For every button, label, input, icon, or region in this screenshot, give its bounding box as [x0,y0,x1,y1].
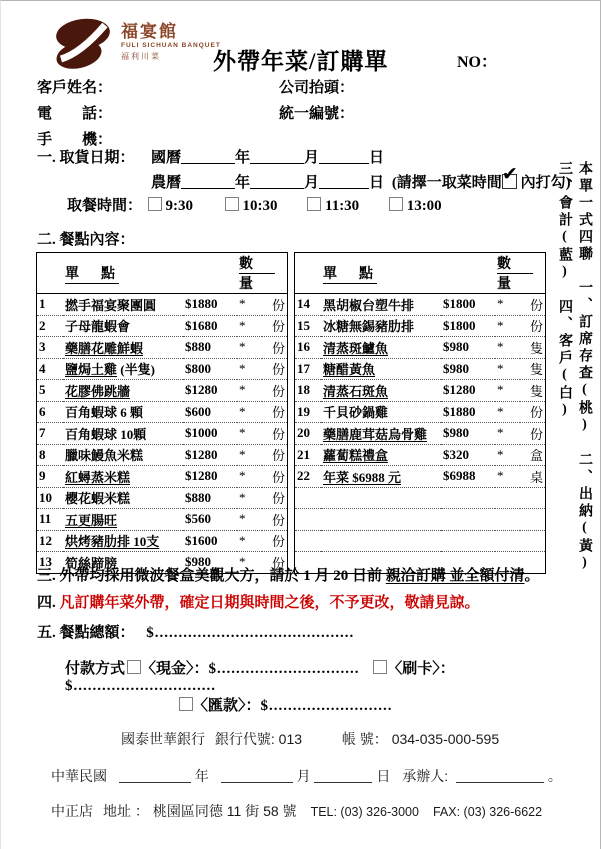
mobile-field[interactable] [116,131,236,145]
menu-item-qty-unit[interactable]: 桌 [520,466,545,488]
empty-cell [495,530,520,552]
menu-row [37,315,288,337]
cash-checkbox[interactable] [127,660,141,674]
menu-item-star: * [495,466,520,488]
lunar-date-row [151,163,571,192]
empty-cell [441,530,495,552]
pickup-note-prefix: (請擇一取菜時間 [391,175,502,191]
menu-item-qty-unit[interactable]: 份 [262,358,287,380]
bank-code: 銀行代號: 013 [214,731,303,747]
menu-item-qty-unit[interactable]: 隻 [520,380,545,402]
empty-cell [520,487,545,509]
empty-cell [441,509,495,531]
menu-item-number: 1 [37,294,64,316]
menu-item-star: * [495,315,520,337]
time-1300-checkbox[interactable] [389,197,403,211]
menu-item-name: 藥膳鹿茸菇烏骨雞 [321,423,441,445]
gregorian-label: 國曆 [151,150,182,166]
menu-item-name: 百角蝦球 10顆 [63,423,183,445]
menu-item-star: * [237,380,262,402]
check-icon: ✔ [501,163,518,185]
phone-field[interactable] [116,105,236,119]
logo-bean-icon [53,17,115,80]
menu-item-name: 紅蟳蒸米糕 [63,466,183,488]
menu-item-qty-unit[interactable]: 份 [262,337,287,359]
menu-header-item: 單 點 [323,267,377,282]
empty-cell [520,509,545,531]
roc-day-field[interactable] [314,768,372,783]
menu-item-name: 黑胡椒台塑牛排 [321,294,441,316]
menu-item-star: * [237,294,262,316]
menu-empty-row [295,487,546,509]
menu-item-price: $560 [183,509,237,531]
tax-id-field[interactable] [359,105,479,119]
customer-name-label: 客戶姓名： [37,80,113,96]
empty-cell [520,530,545,552]
menu-item-qty-unit[interactable]: 份 [520,294,545,316]
tax-id-label: 統一編號： [279,106,355,122]
cash-amount-field[interactable]: $.............................. [208,661,360,677]
menu-item-number: 18 [295,380,322,402]
menu-item-star: * [237,315,262,337]
menu-item-qty-unit[interactable]: 份 [262,466,287,488]
time-0930-checkbox[interactable] [148,197,162,211]
menu-item-number: 5 [37,380,64,402]
menu-item-star: * [237,358,262,380]
menu-table-right [294,252,546,574]
phone-label: 電 話： [37,106,113,122]
time-1300-label: 13:00 [406,198,442,214]
page-title: 外帶年菜/訂購單 [213,49,389,74]
menu-row [295,358,546,380]
time-1130-label: 11:30 [325,198,360,214]
menu-item-qty-unit[interactable]: 份 [262,294,287,316]
day-label: 日 [369,175,385,191]
menu-header-qty: 數 量 [239,257,275,292]
menu-item-name: 年菜 $6988 元 [321,466,441,488]
lunar-day-field[interactable] [319,174,369,189]
transfer-checkbox[interactable] [179,697,193,711]
company-title-field[interactable] [359,79,479,93]
menu-empty-row [295,530,546,552]
total-amount-field[interactable]: $.......................................... [146,625,355,641]
menu-item-number: 21 [295,444,322,466]
roc-month-field[interactable] [221,768,293,783]
order-no-field[interactable] [493,53,573,67]
menu-item-qty-unit[interactable]: 份 [262,444,287,466]
roc-date-row [51,766,562,786]
menu-item-star: * [495,401,520,423]
lunar-year-field[interactable] [181,174,235,189]
menu-item-qty-unit[interactable]: 隻 [520,358,545,380]
lunar-label: 農曆 [151,175,182,191]
time-1030-checkbox[interactable] [225,197,239,211]
menu-item-star: * [237,530,262,552]
menu-item-number: 11 [37,509,64,531]
year-label: 年 [235,150,251,166]
menu-item-qty-unit[interactable]: 份 [520,423,545,445]
roc-day-label: 日 [376,768,391,784]
menu-item-price: $1800 [441,294,495,316]
cash-label: 〈現金〉： [141,661,209,677]
pickup-section-label: 一. 取貨日期： [37,150,135,166]
month-label: 月 [304,150,320,166]
menu-item-price: $1880 [441,401,495,423]
menu-empty-row [295,509,546,531]
menu-header-qty: 數 量 [497,257,533,292]
gregorian-date-row [151,146,384,167]
fax-value: FAX: (03) 326-6622 [432,805,543,819]
menu-item-number: 6 [37,401,64,423]
note-four-prefix: 四. [37,595,60,611]
menu-item-name: 花膠佛跳牆 [63,380,183,402]
roc-month-label: 月 [296,768,311,784]
card-amount-field[interactable]: $.............................. [65,678,216,694]
menu-row [295,466,546,488]
gregorian-year-field[interactable] [181,149,235,164]
gregorian-day-field[interactable] [319,149,369,164]
menu-row [37,337,288,359]
example-checked-checkbox [501,163,518,189]
menu-item-name: 子母龍蝦會 [63,315,183,337]
menu-row [37,294,288,316]
menu-item-qty-unit[interactable]: 份 [262,380,287,402]
menu-item-star: * [237,509,262,531]
brand-name-en: FULI SICHUAN BANQUET [121,42,221,49]
brand-logo [53,17,221,80]
roc-period: 。 [547,768,562,784]
empty-cell [321,487,441,509]
menu-row [37,423,288,445]
menu-item-number: 12 [37,530,64,552]
empty-cell [321,530,441,552]
menu-item-name: 五更腸旺 [63,509,183,531]
empty-cell [295,530,322,552]
menu-item-star: * [495,294,520,316]
menu-item-qty-unit[interactable]: 份 [262,401,287,423]
empty-cell [295,487,322,509]
note-three [37,564,547,585]
menu-row [295,294,546,316]
menu-item-price: $800 [183,358,237,380]
menu-item-qty-unit[interactable]: 隻 [520,337,545,359]
menu-item-star: * [495,423,520,445]
menu-item-qty-unit[interactable]: 份 [262,509,287,531]
menu-item-price: $1880 [183,294,237,316]
gregorian-month-field[interactable] [250,149,304,164]
menu-row [37,444,288,466]
menu-row [295,401,546,423]
note-four-warning: 凡訂購年菜外帶，確定日期與時間之後，不予更改，敬請見諒。 [59,595,480,611]
menu-item-star: * [237,444,262,466]
menu-item-name: 蘿蔔糕禮盒 [321,444,441,466]
menu-row [37,530,288,552]
menu-item-name: 櫻花蝦米糕 [63,487,183,509]
menu-item-qty-unit[interactable]: 份 [520,315,545,337]
empty-cell [321,509,441,531]
transfer-row [179,694,393,715]
menu-row [295,337,546,359]
menu-item-number: 15 [295,315,322,337]
menu-item-qty-unit[interactable]: 份 [262,423,287,445]
menu-item-number: 22 [295,466,322,488]
menu-item-price: $880 [183,337,237,359]
menu-item-price: $1280 [183,444,237,466]
menu-row [37,487,288,509]
menu-item-qty-unit[interactable]: 份 [262,530,287,552]
bank-name: 國泰世華銀行 [121,731,205,747]
mobile-label: 手 機： [37,132,113,148]
payment-method-label: 付款方式 [65,661,126,677]
handler-field[interactable] [456,768,544,783]
menu-item-name: 糖醋黃魚 [321,358,441,380]
menu-table-left [36,252,288,574]
menu-item-star: * [495,380,520,402]
menu-item-star: * [237,337,262,359]
year-label: 年 [235,175,251,191]
menu-item-price: $980 [441,358,495,380]
note-four [37,591,577,612]
address-value: 桃園區同德 11 街 58 號 [152,803,297,819]
menu-item-name: 鹽焗土雞 (半隻) [63,358,183,380]
tel-value: TEL: (03) 326-3000 [310,805,419,819]
menu-item-price: $1280 [183,380,237,402]
menu-item-number: 10 [37,487,64,509]
menu-item-number: 8 [37,444,64,466]
menu-item-star: * [237,401,262,423]
payment-method-row [65,657,600,695]
empty-cell [441,487,495,509]
roc-year-label: 年 [194,768,209,784]
menu-item-price: $980 [441,423,495,445]
menu-item-number: 9 [37,466,64,488]
card-label: 〈刷卡〉： [387,661,455,677]
time-1030-label: 10:30 [242,198,278,214]
menu-row [295,423,546,445]
bank-account-label: 帳 號： [341,731,388,747]
store-name: 中正店 [51,803,93,819]
menu-item-number: 19 [295,401,322,423]
menu-item-star: * [239,554,246,570]
pickup-time-row [67,194,442,215]
address-label: 地址 ： [103,803,149,819]
order-no-label: NO： [457,54,498,71]
menu-item-star: * [237,487,262,509]
menu-item-price: $1680 [183,315,237,337]
menu-item-price: $320 [441,444,495,466]
menu-header-item: 單 點 [65,267,119,282]
menu-row [295,444,546,466]
roc-prefix: 中華民國 [51,768,107,784]
menu-item-name: 冰糖無錫豬肋排 [321,315,441,337]
menu-item-qty-unit[interactable]: 份 [262,487,287,509]
menu-section-label: 二. 餐點內容： [37,232,135,248]
transfer-label: 〈匯款〉： [193,698,261,714]
pickup-time-label: 取餐時間： [67,198,143,214]
note-three-suffix: 。 [524,568,540,584]
menu-row [295,315,546,337]
menu-row [37,401,288,423]
menu-item-number: 20 [295,423,322,445]
menu-item-number: 3 [37,337,64,359]
menu-item-price: $980 [441,337,495,359]
note-three-prefix: 三. 外帶均採用微波餐盒美觀大方，請於 1 月 20 日前 [37,568,386,584]
card-checkbox[interactable] [373,660,387,674]
company-title-label: 公司抬頭： [279,80,355,96]
menu-item-name: 清蒸石斑魚 [321,380,441,402]
menu-item-price: $1000 [183,423,237,445]
menu-tables [36,252,546,574]
menu-item-price: $980 [185,554,211,570]
menu-row [37,466,288,488]
menu-item-price: $600 [183,401,237,423]
menu-item-qty-unit[interactable]: 份 [262,315,287,337]
empty-cell [495,487,520,509]
menu-item-name: 筍絲蹄膀 [65,555,118,571]
menu-item-name: 清蒸斑鱸魚 [321,337,441,359]
menu-item-price: $1280 [183,466,237,488]
menu-item-price: $1280 [441,380,495,402]
menu-item-name: 百角蝦球 6 顆 [63,401,183,423]
total-label: 五. 餐點總額： [37,625,135,641]
pickup-note-suffix: 內打勾) [520,175,571,191]
menu-item-number: 13 [39,554,52,570]
menu-item-name: 臘味鰻魚米糕 [63,444,183,466]
menu-item-number: 16 [295,337,322,359]
bank-info-row [121,729,499,749]
transfer-amount-field[interactable]: $.......................... [260,698,393,714]
menu-item-number: 2 [37,315,64,337]
note-three-underlined: 親洽訂購 並全額付清 [385,568,525,584]
handler-label: 承辦人: [402,768,449,784]
brand-name-cn: 福宴館 [121,22,178,41]
empty-cell [495,509,520,531]
menu-item-star: * [237,423,262,445]
menu-item-number: 17 [295,358,322,380]
menu-row [37,509,288,531]
menu-row [37,358,288,380]
menu-item-star: * [237,466,262,488]
menu-item-star: * [495,337,520,359]
menu-item-price: $880 [183,487,237,509]
menu-item-price: $1600 [183,530,237,552]
brand-name-sub: 福利川菜 [121,52,161,61]
menu-item-name: 千貝砂鍋雞 [321,401,441,423]
menu-item-qty-unit[interactable]: 份 [271,555,285,571]
menu-row [295,380,546,402]
roc-year-field[interactable] [119,768,191,783]
bank-account-number: 034-035-000-595 [391,731,500,747]
menu-item-name: 烘烤豬肋排 10支 [63,530,183,552]
menu-item-number: 7 [37,423,64,445]
menu-item-name: 撚手福宴聚團圓 [63,294,183,316]
menu-item-name: 藥膳花雕鮮蝦 [63,337,183,359]
footer-row [51,801,542,821]
time-1130-checkbox[interactable] [307,197,321,211]
lunar-month-field[interactable] [250,174,304,189]
copies-side-note: 本單一式四聯 一、訂席存查(桃) 二、出納(黃) 三、會計(藍) 四、客戶(白) [557,161,592,590]
menu-item-qty-unit[interactable]: 份 [520,401,545,423]
month-label: 月 [304,175,320,191]
empty-cell [295,509,322,531]
menu-row [37,380,288,402]
time-0930-label: 9:30 [165,198,194,214]
customer-name-field[interactable] [116,79,236,93]
menu-item-number: 14 [295,294,322,316]
menu-item-number: 4 [37,358,64,380]
menu-item-star: * [495,358,520,380]
menu-item-qty-unit[interactable]: 盒 [520,444,545,466]
day-label: 日 [369,150,385,166]
total-row [37,621,354,642]
menu-item-price: $1800 [441,315,495,337]
menu-item-price: $6988 [441,466,495,488]
menu-item-star: * [495,444,520,466]
